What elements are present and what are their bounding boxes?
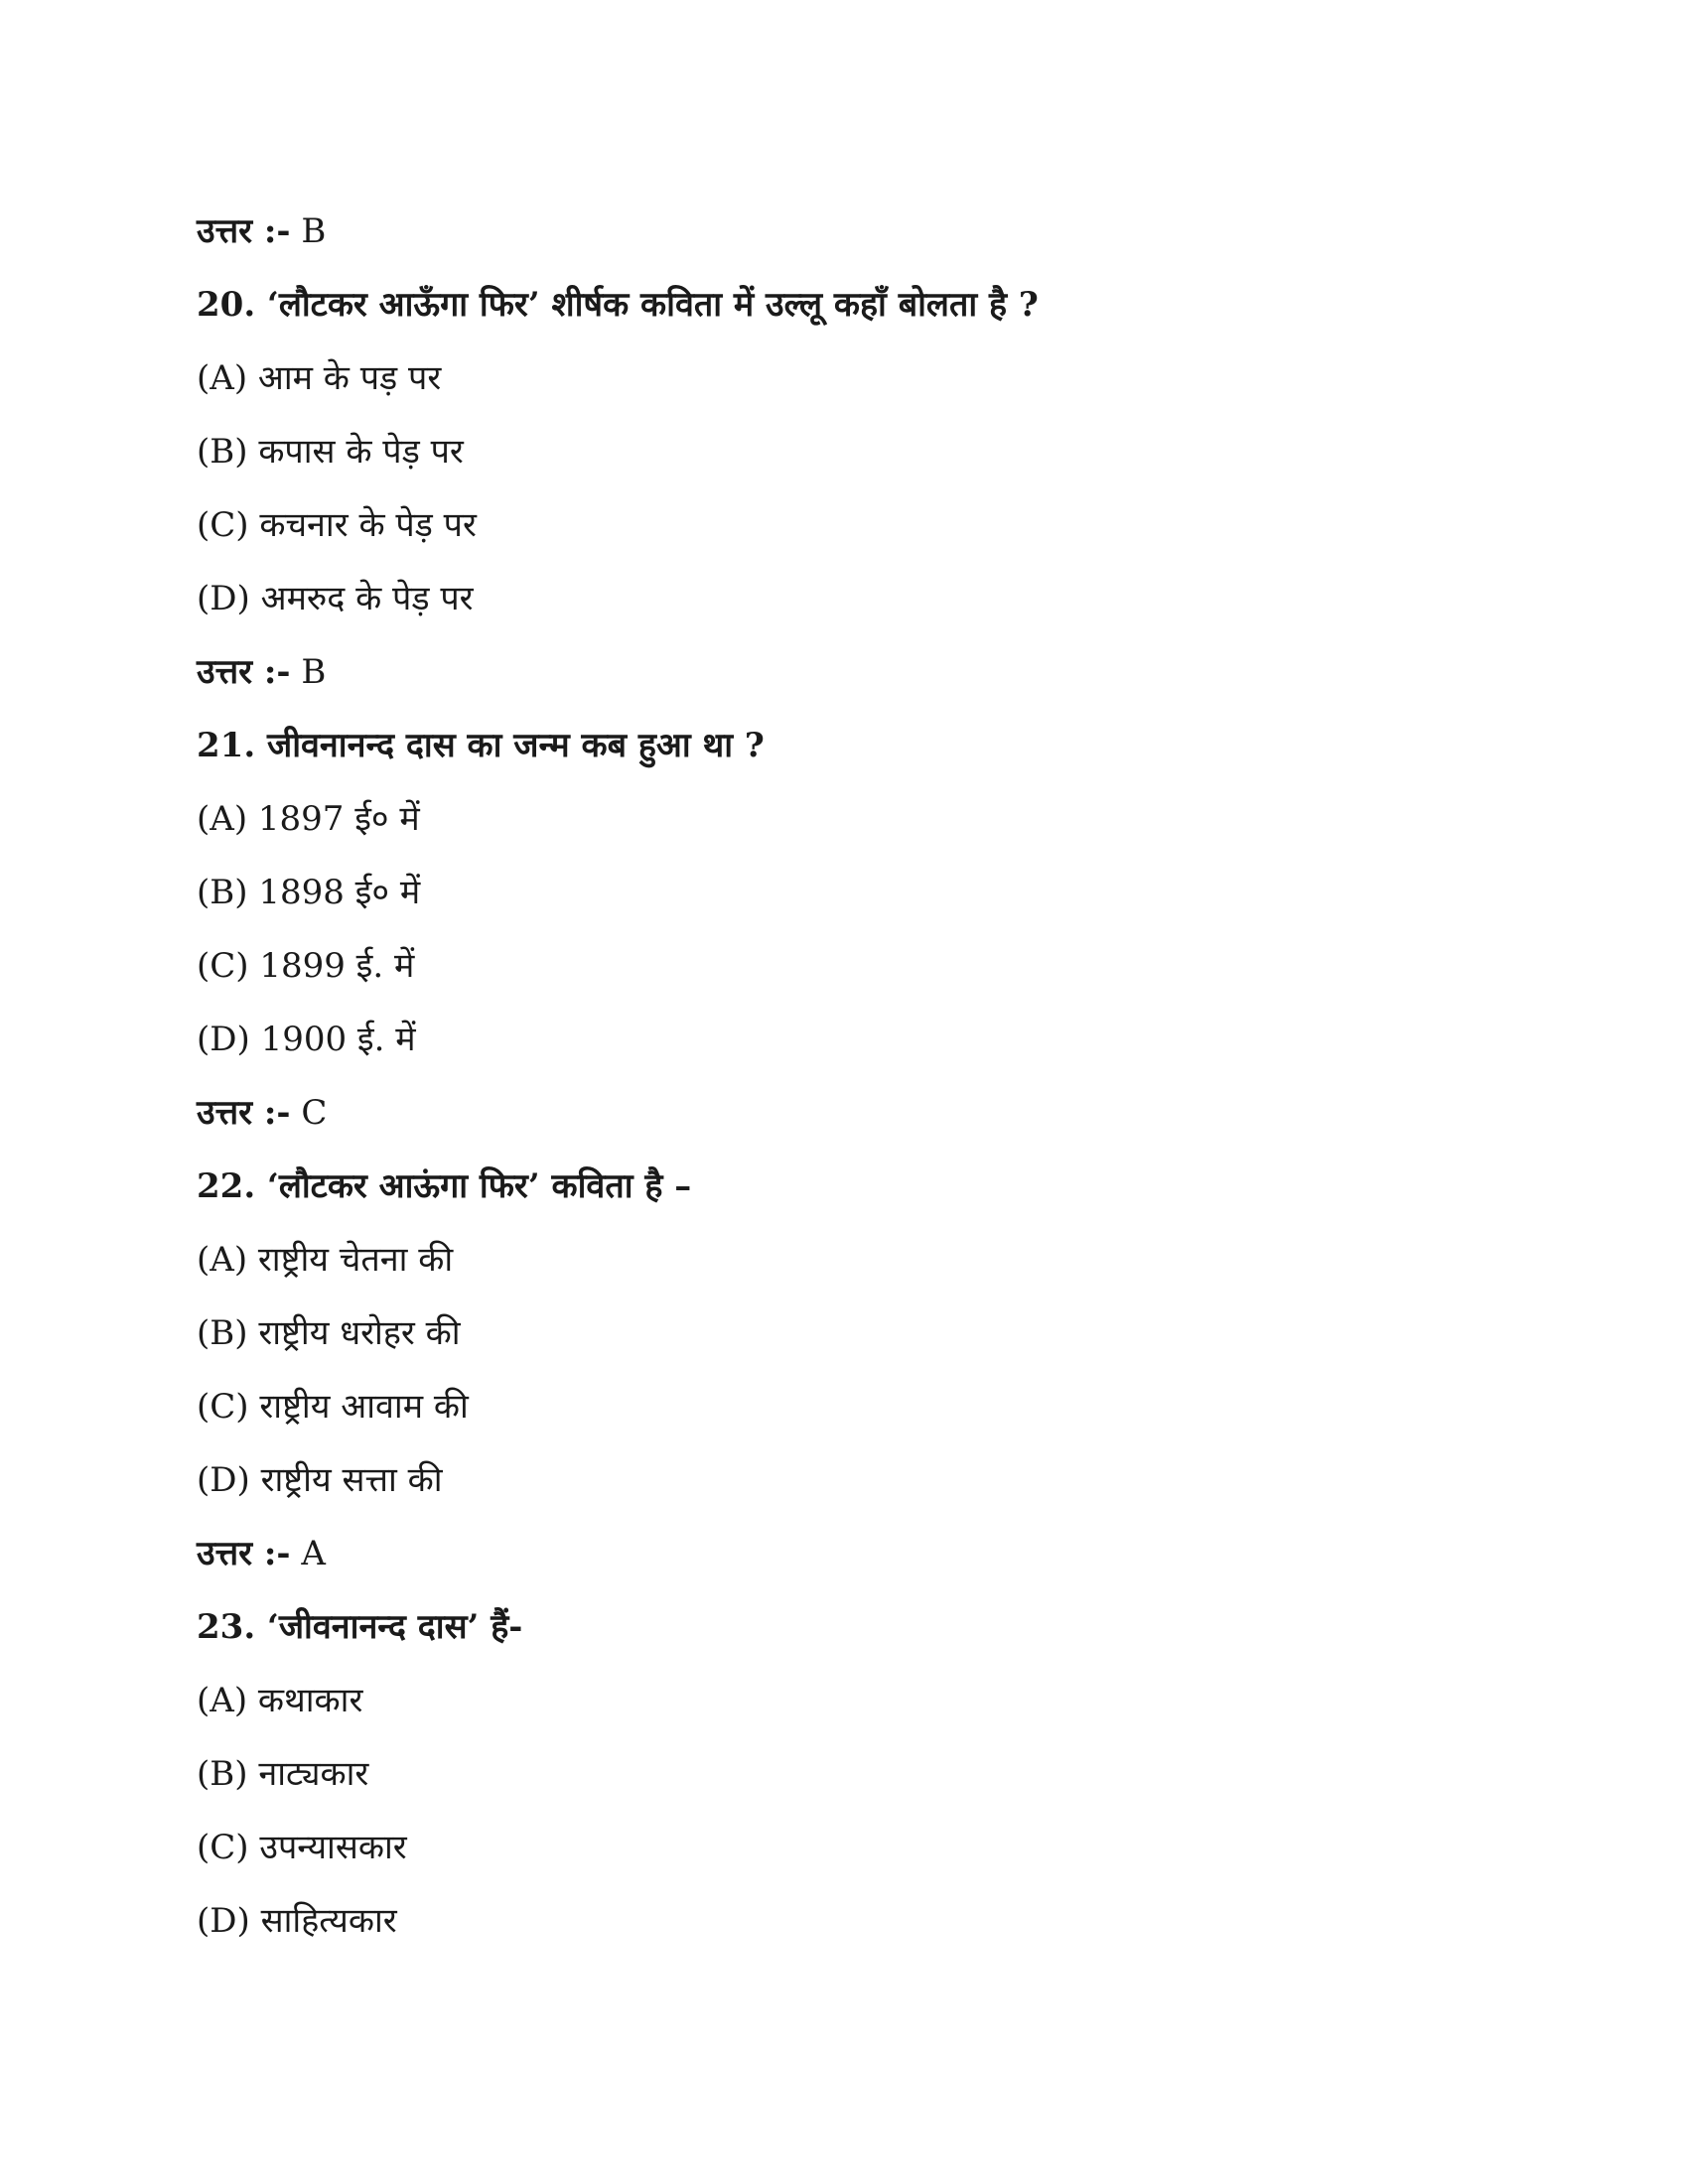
answer-line-21: [197, 1076, 1487, 1150]
option-22-c: (C) राष्ट्रीय आवाम की: [197, 1387, 469, 1427]
answer-line-22: [197, 1517, 1487, 1590]
option-20-a: (A) आम के पड़ पर: [197, 358, 442, 398]
answer-value: B: [301, 211, 327, 251]
option-22-d: (D) राष्ट्रीय सत्ता की: [197, 1460, 443, 1500]
question-22: 22. ‘लौटकर आऊंगा फिर’ कविता है –: [197, 1166, 692, 1206]
answer-label: उत्तर :-: [197, 211, 291, 251]
answer-label: उत्तर :-: [197, 1093, 291, 1133]
question-20: 20. ‘लौटकर आऊँगा फिर’ शीर्षक कविता में उल्लू कहाँ बोलता है ?: [197, 285, 1039, 325]
option-21-b: (B) 1898 ई० में: [197, 873, 421, 912]
option-22-b: (B) राष्ट्रीय धरोहर की: [197, 1313, 461, 1353]
option-20-c: (C) कचनार के पेड़ पर: [197, 505, 477, 545]
option-22-a: (A) राष्ट्रीय चेतना की: [197, 1240, 454, 1280]
option-21-c: (C) 1899 ई. में: [197, 946, 415, 986]
answer-value: C: [301, 1093, 328, 1133]
option-21-d: (D) 1900 ई. में: [197, 1020, 416, 1059]
answer-value: B: [301, 652, 327, 692]
answer-value: A: [301, 1534, 326, 1573]
answer-line-20: [197, 635, 1487, 709]
option-23-a: (A) कथाकार: [197, 1681, 363, 1720]
answer-line-19: [197, 195, 1487, 268]
answer-label: उत्तर :-: [197, 652, 291, 692]
document-page: [197, 195, 1487, 1958]
option-20-b: (B) कपास के पेड़ पर: [197, 432, 464, 472]
option-23-b: (B) नाट्यकार: [197, 1754, 369, 1794]
question-21: 21. जीवनानन्द दास का जन्म कब हुआ था ?: [197, 726, 765, 765]
option-20-d: (D) अमरुद के पेड़ पर: [197, 579, 474, 618]
option-21-a: (A) 1897 ई० में: [197, 799, 420, 839]
option-23-c: (C) उपन्यासकार: [197, 1828, 407, 1867]
question-23: 23. ‘जीवनानन्द दास’ हैं-: [197, 1607, 523, 1647]
answer-label: उत्तर :-: [197, 1534, 291, 1573]
option-23-d: (D) साहित्यकार: [197, 1901, 397, 1941]
